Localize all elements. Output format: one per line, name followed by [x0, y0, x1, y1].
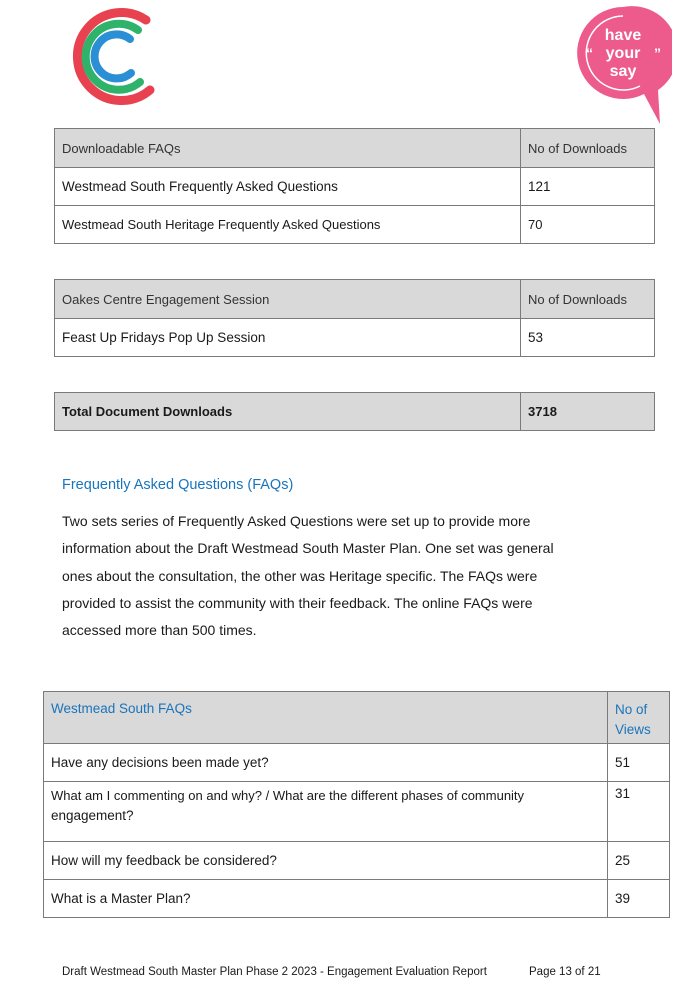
table-cell: 121 [521, 168, 655, 206]
svg-text:your: your [605, 45, 641, 62]
paragraph-line: accessed more than 500 times. [62, 622, 257, 639]
section-heading: Frequently Asked Questions (FAQs) [62, 477, 294, 493]
header-cell: Downloadable FAQs [55, 129, 521, 168]
header-line: Views [615, 722, 651, 737]
table-cell [44, 782, 608, 842]
have-your-say-logo-icon [574, 4, 672, 128]
svg-text:“: “ [586, 45, 593, 61]
cell-line: engagement? [51, 808, 134, 823]
downloadable-faqs-table [54, 128, 655, 244]
table-cell: 70 [521, 206, 655, 244]
table-cell: Have any decisions been made yet? [44, 744, 608, 782]
table-cell: Feast Up Fridays Pop Up Session [55, 319, 521, 357]
table-header-row [44, 692, 670, 744]
table-row [55, 168, 655, 206]
table-cell: 39 [608, 880, 670, 918]
footer-title: Draft Westmead South Master Plan Phase 2 2023 - Engagement Evaluation Report [62, 966, 487, 978]
table-row [44, 782, 670, 842]
total-label: Total Document Downloads [55, 393, 521, 431]
table-header-row [55, 129, 655, 168]
header-cell: No of Downloads [521, 129, 655, 168]
table-cell: Westmead South Heritage Frequently Asked Questions [55, 206, 521, 244]
cc-rings-logo-icon [66, 6, 158, 106]
cell-line: What am I commenting on and why? / What are the different phases of community [51, 788, 525, 803]
body-paragraph [62, 508, 622, 644]
paragraph-line: ones about the consultation, the other was Heritage specific. The FAQs were [62, 567, 538, 584]
total-value: 3718 [521, 393, 655, 431]
westmead-faqs-views-table [43, 691, 670, 918]
table-row [55, 206, 655, 244]
header-cell: Westmead South FAQs [44, 692, 608, 744]
table-cell: What is a Master Plan? [44, 880, 608, 918]
page-number: Page 13 of 21 [529, 966, 601, 978]
table-row [55, 319, 655, 357]
paragraph-line: Two sets series of Frequently Asked Questions were set up to provide more [62, 513, 531, 529]
table-cell: 53 [521, 319, 655, 357]
table-cell: 25 [608, 842, 670, 880]
svg-text:”: ” [654, 45, 661, 61]
svg-text:have: have [604, 27, 642, 44]
oakes-centre-table [54, 279, 655, 357]
header-cell: No of Downloads [521, 280, 655, 319]
table-cell: How will my feedback be considered? [44, 842, 608, 880]
table-cell: 51 [608, 744, 670, 782]
header-cell: Oakes Centre Engagement Session [55, 280, 521, 319]
svg-text:say: say [609, 63, 637, 80]
total-row [55, 393, 655, 431]
table-header-row [55, 280, 655, 319]
table-cell: Westmead South Frequently Asked Questions [55, 168, 521, 206]
paragraph-line: provided to assist the community with their feedback. The online FAQs were [62, 594, 533, 611]
header-cell-views [608, 692, 670, 744]
table-row [44, 880, 670, 918]
total-downloads-table [54, 392, 655, 431]
table-cell: 31 [608, 782, 670, 842]
paragraph-line: information about the Draft Westmead South Master Plan. One set was general [62, 540, 554, 557]
table-row [44, 842, 670, 880]
header-line: No of [615, 702, 648, 717]
table-row [44, 744, 670, 782]
